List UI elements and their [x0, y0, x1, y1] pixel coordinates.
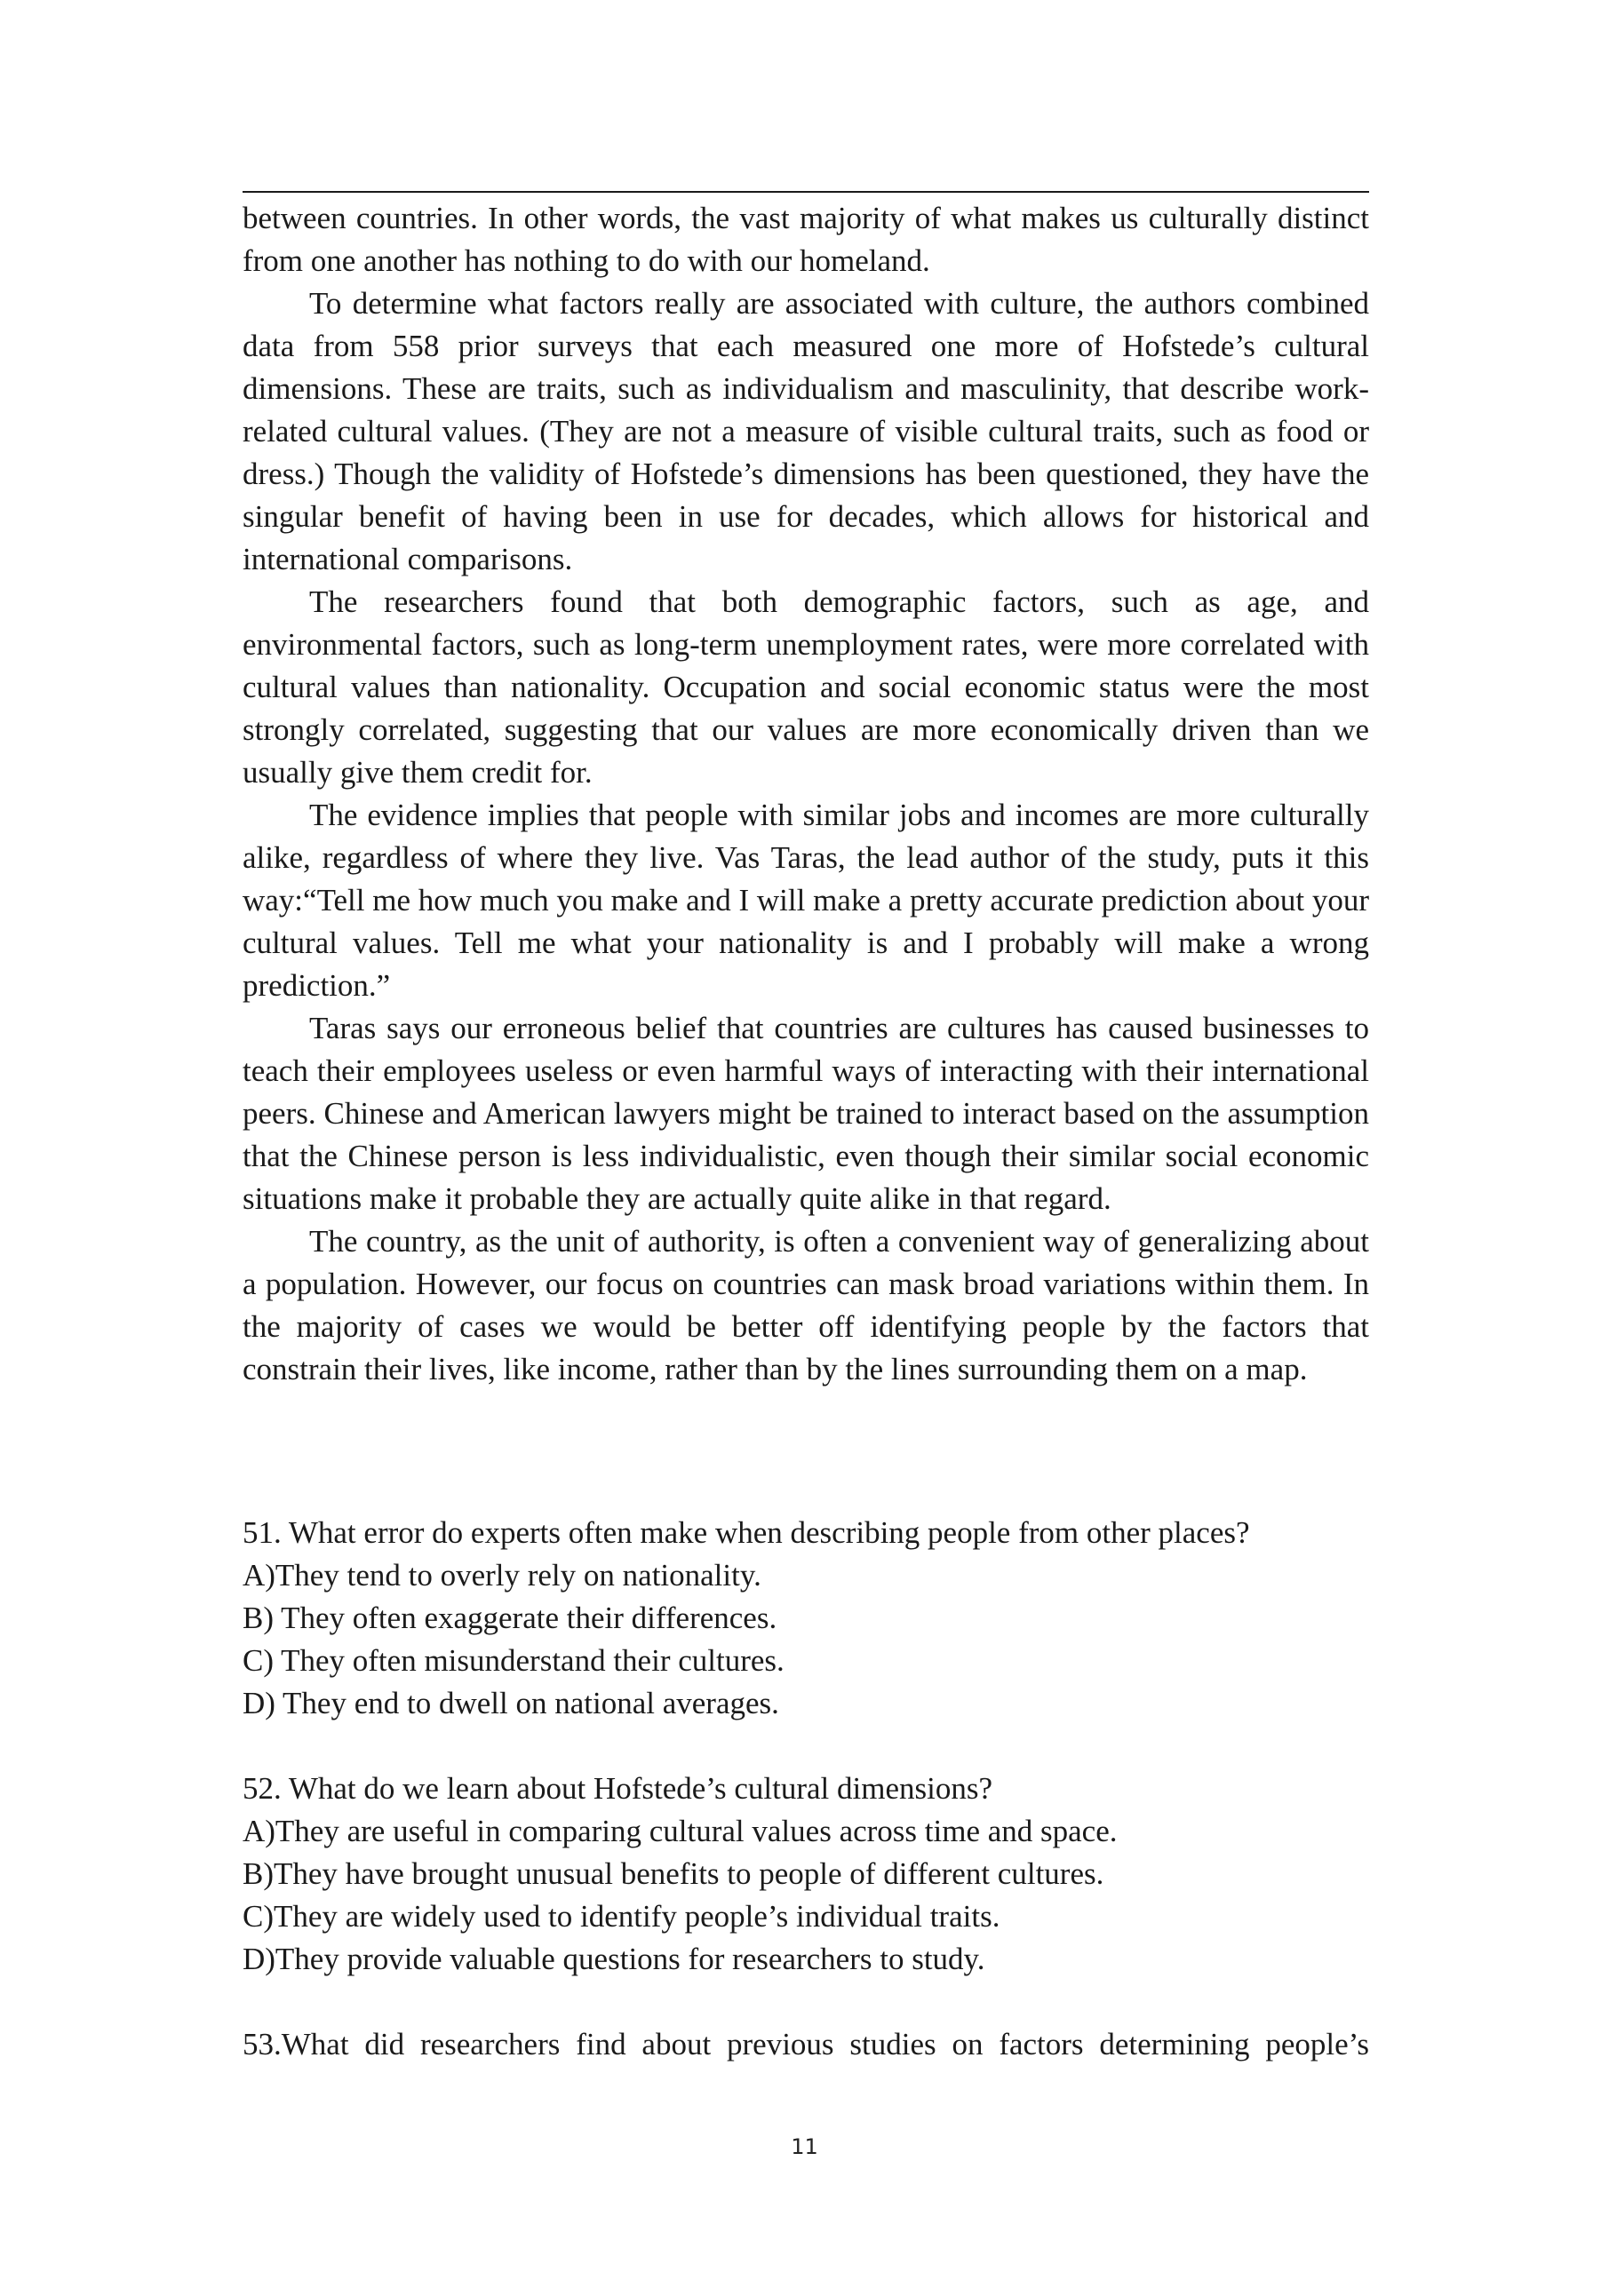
- answer-option-a: A)They are useful in comparing cultural values across time and space.: [243, 1814, 1118, 1848]
- question-53: [243, 2023, 1369, 2066]
- question-stem: 52. What do we learn about Hofstede’s cultural dimensions?: [243, 1771, 992, 1806]
- passage-paragraph: between countries. In other words, the vast majority of what makes us culturally distinct from one another has nothing to do with our homeland.: [243, 201, 1369, 278]
- top-rule: [243, 191, 1369, 193]
- question-stem: 51. What error do experts often make when describing people from other places?: [243, 1515, 1250, 1550]
- passage-paragraph: To determine what factors really are associated with culture, the authors combined data from 558 prior surveys that each measured one more of Hofstede’s cultural dimensions. These are traits, such as individualism and masculinity, that describe work-related cultural values. (They are not a measure of visible cultural traits, such as food or dress.) Though the validity of Hofstede’s dimensions has been questioned, they have the singular benefit of having been in use for decades, which allows for historical and international comparisons.: [243, 286, 1369, 576]
- answer-option-c: C) They often misunderstand their cultures.: [243, 1643, 785, 1678]
- passage-paragraph: Taras says our erroneous belief that countries are cultures has caused businesses to teach their employees useless or even harmful ways of interacting with their international peers. Chinese and American lawyers might be trained to interact based on the assumption that the Chinese person is less individualistic, even though their similar social economic situations make it probable they are actually quite alike in that regard.: [243, 1011, 1369, 1216]
- passage-paragraph: The country, as the unit of authority, is often a convenient way of generalizing about a population. However, our focus on countries can mask broad variations within them. In the majority of cases we would be better off identifying people by the factors that constrain their lives, like income, rather than by the lines surrounding them on a map.: [243, 1224, 1369, 1386]
- answer-option-a: A)They tend to overly rely on nationality.: [243, 1558, 761, 1593]
- question-51: [243, 1512, 1369, 1725]
- passage-paragraph: The evidence implies that people with similar jobs and incomes are more culturally alike, regardless of where they live. Vas Taras, the lead author of the study, puts it this way:“Tell me how much you make and I will make a pretty accurate prediction about your cultural values. Tell me what your nationality is and I probably will make a wrong prediction.”: [243, 798, 1369, 1003]
- question-stem: 53.What did researchers find about previous studies on factors determining people’s: [243, 2027, 1369, 2062]
- answer-option-d: D) They end to dwell on national averages.: [243, 1686, 779, 1720]
- question-52: [243, 1768, 1369, 1981]
- page-number: 11: [791, 2134, 818, 2159]
- question-list: [243, 1512, 1369, 2066]
- answer-option-d: D)They provide valuable questions for researchers to study.: [243, 1942, 985, 1976]
- passage: [243, 197, 1369, 1391]
- answer-option-c: C)They are widely used to identify people’s individual traits.: [243, 1899, 1000, 1934]
- answer-option-b: B)They have brought unusual benefits to people of different cultures.: [243, 1856, 1104, 1891]
- answer-option-b: B) They often exaggerate their differences.: [243, 1601, 777, 1635]
- passage-paragraph: The researchers found that both demographic factors, such as age, and environmental factors, such as long-term unemployment rates, were more correlated with cultural values than nationality. Occupation and social economic status were the most strongly correlated, suggesting that our values are more economically driven than we usually give them credit for.: [243, 584, 1369, 790]
